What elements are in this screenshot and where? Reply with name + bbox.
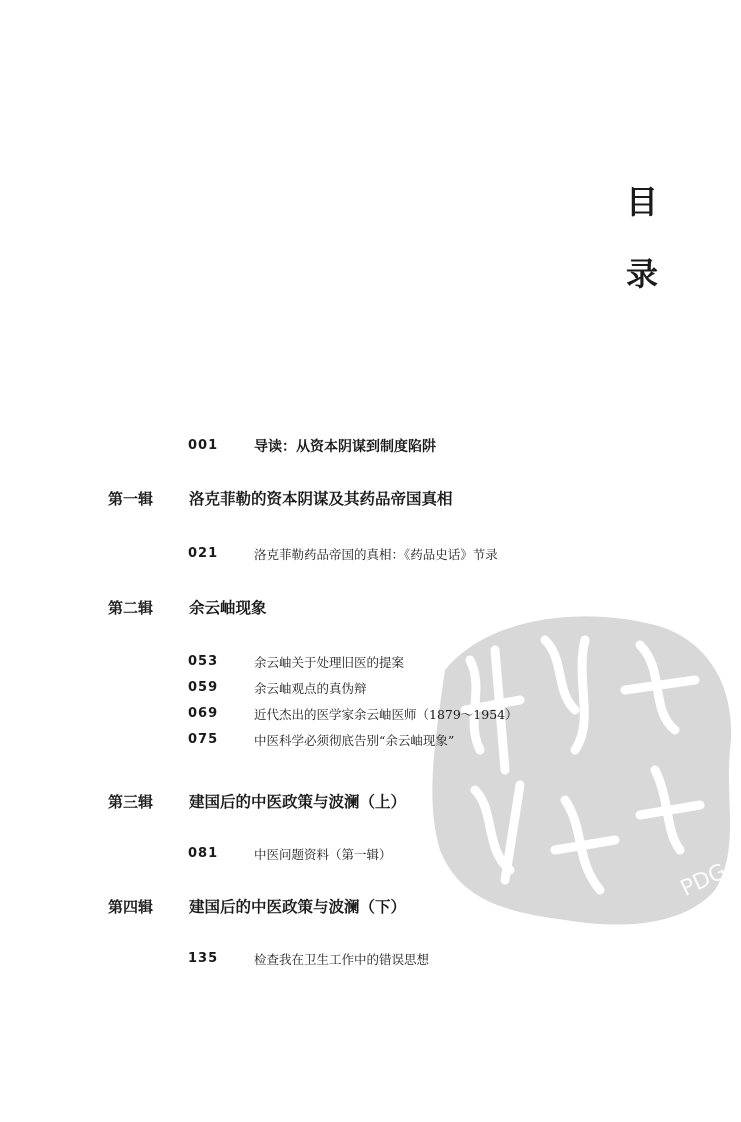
entry-title: 中医科学必须彻底告别“余云岫现象” (254, 733, 455, 748)
intro-title: 导读：从资本阴谋到制度陷阱 (254, 439, 436, 455)
section-1-label: 第一辑 (108, 490, 154, 508)
entry-page-number: 053 (188, 654, 219, 669)
entry-title: 近代杰出的医学家余云岫医师（1879～1954） (254, 707, 518, 722)
section-3-title: 建国后的中医政策与波澜（上） (189, 792, 407, 811)
entry-title: 洛克菲勒药品帝国的真相：《药品史话》节录 (254, 547, 498, 562)
entry-page-number: 021 (188, 546, 219, 561)
section-4-label: 第四辑 (108, 898, 154, 916)
entry-page-number: 075 (188, 732, 219, 747)
entry-title: 余云岫观点的真伪辩 (254, 681, 367, 696)
entry-title: 检查我在卫生工作中的错误思想 (254, 952, 430, 967)
entry-page-number: 059 (188, 680, 219, 695)
section-4-title: 建国后的中医政策与波澜（下） (189, 897, 407, 916)
section-3-label: 第三辑 (108, 793, 154, 811)
entry-page-number: 081 (188, 846, 219, 861)
title-char-1: 目 (626, 183, 659, 221)
section-1-title: 洛克菲勒的资本阴谋及其药品帝国真相 (189, 489, 453, 508)
section-2-title: 余云岫现象 (189, 598, 267, 617)
intro-page-number: 001 (188, 438, 219, 453)
entry-title: 余云岫关于处理旧医的提案 (254, 655, 405, 670)
entry-page-number: 135 (188, 951, 219, 966)
section-2-label: 第二辑 (108, 599, 154, 617)
entry-title: 中医问题资料（第一辑） (254, 847, 392, 862)
watermark-pdg: PDG (676, 859, 731, 902)
title-char-2: 录 (626, 255, 659, 293)
entry-page-number: 069 (188, 706, 219, 721)
